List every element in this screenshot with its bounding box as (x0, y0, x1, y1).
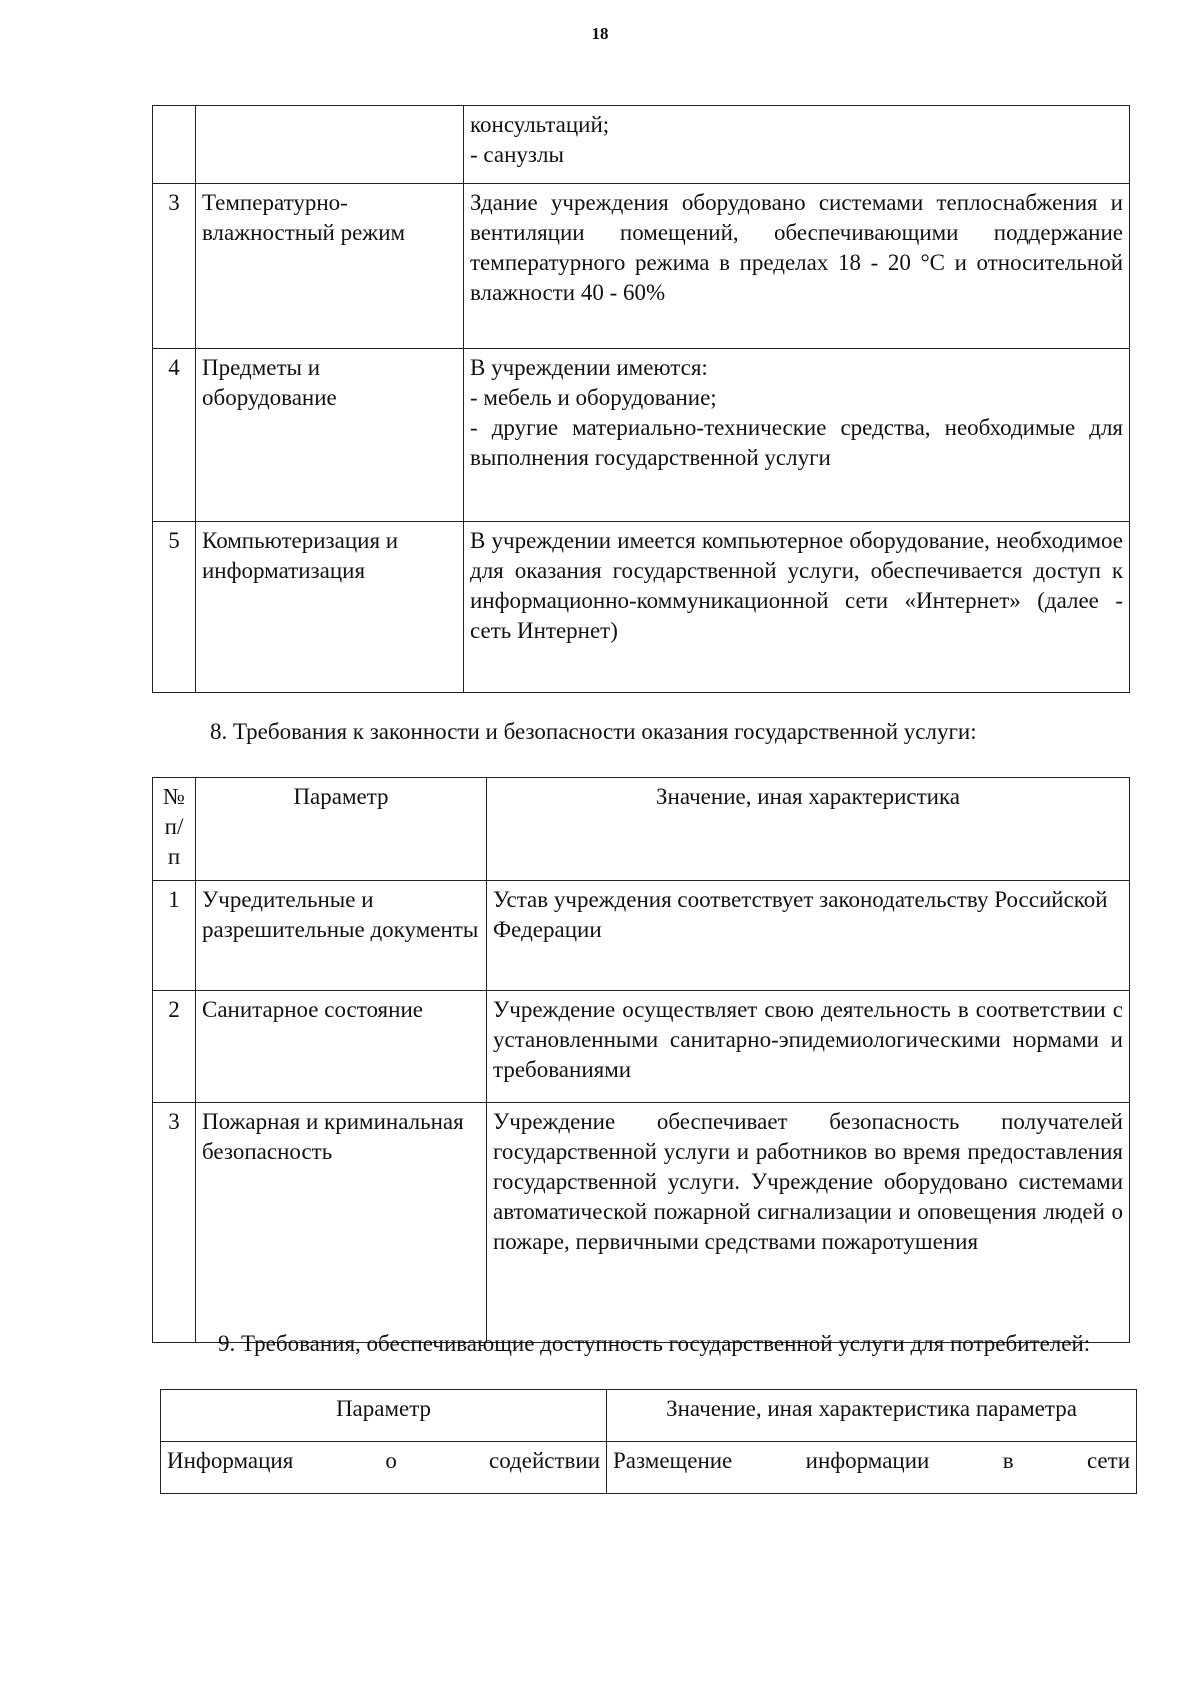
row-parameter: Информация о содействии (161, 1442, 607, 1494)
column-header-parameter: Параметр (161, 1390, 607, 1442)
row-value: В учреждении имеется компьютерное оборудование, необходимое для оказания государственной услуги, обеспечивается доступ к информационно-коммуникационной сети «Интернет» (далее - сеть Интернет) (464, 522, 1130, 693)
row-parameter (196, 106, 464, 184)
table-row (153, 991, 1130, 1103)
row-number: 1 (153, 881, 196, 991)
value-line: - санузлы (470, 142, 564, 167)
row-number: 3 (153, 1103, 196, 1343)
value-line: - мебель и оборудование; (470, 385, 717, 410)
column-header-value: Значение, иная характеристика параметра (607, 1390, 1137, 1442)
row-parameter: Пожарная и криминальная безопасность (196, 1103, 487, 1343)
row-value (464, 349, 1130, 522)
table-row (153, 1103, 1130, 1343)
table-row (153, 106, 1130, 184)
row-value: Размещение информации в сети (607, 1442, 1137, 1494)
row-number: 4 (153, 349, 196, 522)
table-row (153, 349, 1130, 522)
row-parameter: Учредительные и разрешительные документы (196, 881, 487, 991)
row-value: Учреждение обеспечивает безопасность получателей государственной услуги и работников во время предоставления государственной услуги. Учреждение оборудовано системами автоматической пожарной сигнализации и оповещения людей о пожаре, первичными средствами пожаротушения (487, 1103, 1130, 1343)
table-row (153, 881, 1130, 991)
row-value: Учреждение осуществляет свою деятельность в соответствии с установленными санитарно-эпидемиологическими нормами и требованиями (487, 991, 1130, 1103)
section-9-heading: 9. Требования, обеспечивающие доступность государственной услуги для потребителей: (218, 1331, 1091, 1356)
row-value (464, 106, 1130, 184)
row-number (153, 106, 196, 184)
row-value: Устав учреждения соответствует законодательству Российской Федерации (487, 881, 1130, 991)
row-parameter: Санитарное состояние (196, 991, 487, 1103)
table-header-row (153, 778, 1130, 881)
row-parameter: Предметы и оборудование (196, 349, 464, 522)
column-header-value: Значение, иная характеристика (487, 778, 1130, 881)
table-row (161, 1442, 1137, 1494)
section-8-heading: 8. Требования к законности и безопасности оказания государственной услуги: (210, 719, 977, 744)
legality-safety-table (152, 777, 1130, 1343)
column-header-number: № п/п (153, 778, 196, 881)
column-header-parameter: Параметр (196, 778, 487, 881)
value-line: - другие материально-технические средства, необходимые для выполнения государственной услуги (470, 415, 1123, 470)
table-row (153, 522, 1130, 693)
value-line: В учреждении имеются: (470, 355, 708, 380)
page-number: 18 (591, 24, 609, 43)
row-number: 5 (153, 522, 196, 693)
row-number: 2 (153, 991, 196, 1103)
row-parameter: Температурно-влажностный режим (196, 184, 464, 349)
table-row (153, 184, 1130, 349)
value-line: консультаций; (470, 112, 610, 137)
conditions-table (152, 105, 1130, 693)
row-number: 3 (153, 184, 196, 349)
row-parameter: Компьютеризация и информатизация (196, 522, 464, 693)
accessibility-table (160, 1389, 1137, 1494)
table-header-row (161, 1390, 1137, 1442)
row-value: Здание учреждения оборудовано системами теплоснабжения и вентиляции помещений, обеспечивающими поддержание температурного режима в пределах 18 - 20 °С и относительной влажности 40 - 60% (464, 184, 1130, 349)
